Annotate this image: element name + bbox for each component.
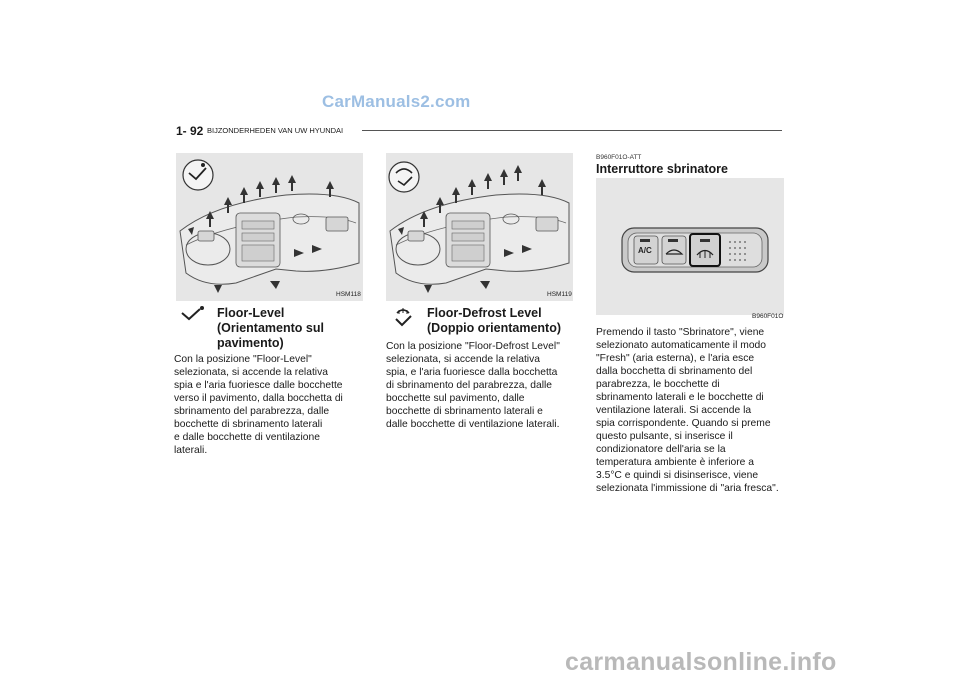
body-line: bocchette di sbrinamento laterali e — [386, 406, 543, 417]
floor-defrost-body — [386, 340, 574, 431]
body-line: verso il pavimento, dalla bocchetta di — [174, 393, 343, 404]
body-line: dalle bocchette di ventilazione laterali. — [386, 419, 560, 430]
body-line: Con la posizione "Floor-Defrost Level" — [386, 341, 560, 352]
figure-code: HSM119 — [547, 291, 572, 298]
title-line: pavimento) — [217, 336, 284, 350]
header-rule — [362, 130, 782, 131]
body-line: selezionata, si accende la relativa — [386, 354, 540, 365]
defroster-switch-heading: Interruttore sbrinatore — [596, 162, 728, 176]
floor-defrost-icon — [393, 305, 415, 332]
body-line: sbrinamento laterali e le bocchette di — [596, 392, 764, 403]
body-line: dalla bocchetta di sbrinamento del — [596, 366, 753, 377]
floor-level-body — [174, 353, 364, 457]
body-line: Premendo il tasto "Sbrinatore", viene — [596, 327, 765, 338]
body-line: sbrinamento del parabrezza, dalle — [174, 406, 330, 417]
body-line: laterali. — [174, 445, 208, 456]
ac-button-label: A/C — [638, 246, 652, 255]
figure-floor-defrost — [386, 153, 573, 301]
page-number: 1- 92 — [176, 124, 204, 138]
body-line: condizionatore dell'aria se la — [596, 444, 726, 455]
title-line: Floor-Defrost Level — [427, 306, 542, 320]
body-line: selezionata, si accende la relativa — [174, 367, 328, 378]
body-line: spia corrispondente. Quando si preme — [596, 418, 771, 429]
section-title: BIJZONDERHEDEN VAN UW HYUNDAI — [207, 126, 344, 135]
body-line: 3.5°C e quindi si disinserisce, viene — [596, 470, 759, 481]
reference-code: B960F01O-ATT — [596, 154, 642, 161]
figure-code: B960F01O — [752, 313, 784, 320]
defroster-switch-body — [596, 326, 784, 495]
floor-level-title — [217, 306, 324, 351]
watermark-bottom[interactable]: carmanualsonline.info — [565, 648, 837, 676]
body-line: selezionato automaticamente il modo — [596, 340, 766, 351]
figure-defroster-switch — [596, 178, 784, 315]
body-line: "Fresh" (aria esterna), e l'aria esce — [596, 353, 755, 364]
body-line: temperatura ambiente è inferiore a — [596, 457, 754, 468]
body-line: ventilazione laterali. Si accende la — [596, 405, 752, 416]
dashboard-illustration — [386, 153, 573, 301]
watermark-top[interactable]: CarManuals2.com — [322, 92, 471, 111]
floor-defrost-title — [427, 306, 561, 336]
body-line: Con la posizione "Floor-Level" — [174, 354, 312, 365]
body-line: selezionata l'immissione di "aria fresca". — [596, 483, 779, 494]
switch-panel-illustration — [596, 178, 784, 315]
body-line: questo pulsante, si inserisce il — [596, 431, 733, 442]
title-line: (Orientamento sul — [217, 321, 324, 335]
dashboard-illustration — [176, 153, 363, 301]
body-line: bocchette sul pavimento, dalle — [386, 393, 525, 404]
body-line: spia e l'aria fuoriesce dalle bocchette — [174, 380, 343, 391]
figure-floor-level — [176, 153, 363, 301]
floor-level-icon — [180, 305, 206, 328]
body-line: spia, e l'aria fuoriesce dalla bocchetta — [386, 367, 558, 378]
title-line: (Doppio orientamento) — [427, 321, 562, 335]
title-line: Floor-Level — [217, 306, 285, 320]
figure-code: HSM118 — [336, 291, 361, 298]
body-line: di sbrinamento del parabrezza, dalle — [386, 380, 552, 391]
body-line: bocchette di sbrinamento laterali — [174, 419, 323, 430]
body-line: parabrezza, le bocchette di — [596, 379, 720, 390]
body-line: e dalle bocchette di ventilazione — [174, 432, 320, 443]
